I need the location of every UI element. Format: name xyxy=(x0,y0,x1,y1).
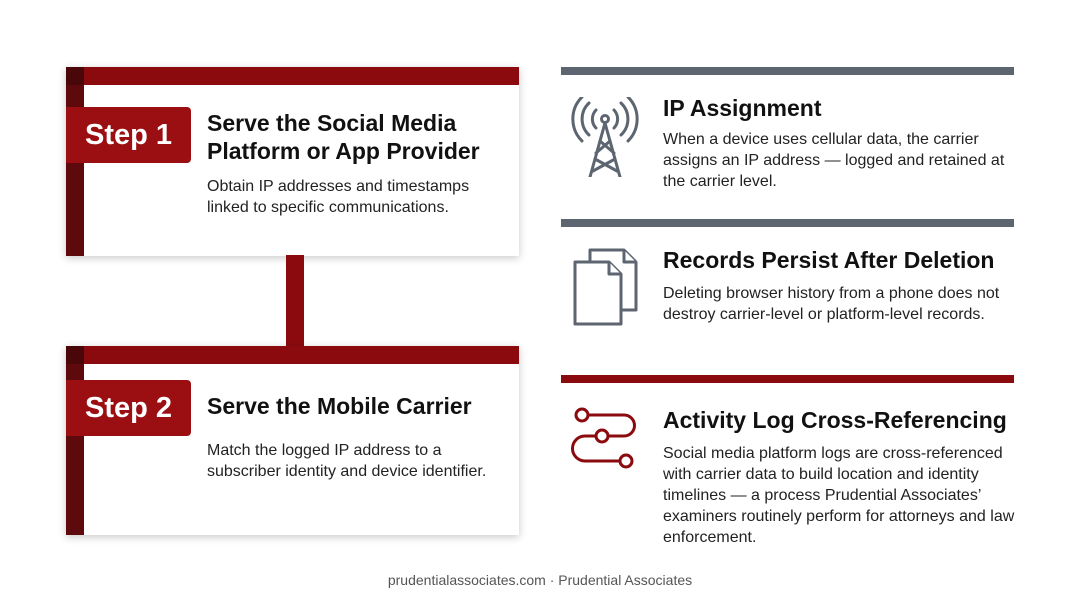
section-divider xyxy=(561,219,1014,227)
connected-nodes-icon xyxy=(570,403,640,483)
records-persist-description: Deleting browser history from a phone does not destroy carrier-level or platform-level records. xyxy=(663,285,1000,323)
activity-log-description: Social media platform logs are cross-referenced with carrier data to build location and identity timelines — a process Prudential Associates’ examiners routinely perform for attorneys and law enforcement. xyxy=(663,445,1015,546)
step-connector xyxy=(286,255,304,348)
ip-assignment-description: When a device uses cellular data, the carrier assigns an IP address — logged and retained at the carrier level. xyxy=(663,131,1005,190)
section-divider xyxy=(561,375,1014,383)
card-left-bar xyxy=(66,346,84,535)
step-1-title: Serve the Social Media Platform or App Provider xyxy=(207,110,480,164)
step-1-description: Obtain IP addresses and timestamps linked to specific communications. xyxy=(207,178,470,216)
step-2-badge: Step 2 xyxy=(66,380,191,436)
card-top-bar xyxy=(66,67,519,85)
card-top-bar xyxy=(66,346,519,364)
records-persist-title: Records Persist After Deletion xyxy=(663,247,995,273)
step-2-description: Match the logged IP address to a subscriber identity and device identifier. xyxy=(207,442,487,480)
step-2-title: Serve the Mobile Carrier xyxy=(207,393,472,419)
section-divider xyxy=(561,67,1014,75)
documents-icon xyxy=(570,248,640,328)
activity-log-title: Activity Log Cross-Referencing xyxy=(663,407,1007,433)
step-1-card xyxy=(66,67,519,256)
step-2-card xyxy=(66,346,519,535)
footer-credit: prudentialassociates.com · Prudential Associates xyxy=(387,572,693,588)
step-1-badge: Step 1 xyxy=(66,107,191,163)
cell-tower-icon xyxy=(570,97,640,177)
ip-assignment-title: IP Assignment xyxy=(663,95,822,121)
